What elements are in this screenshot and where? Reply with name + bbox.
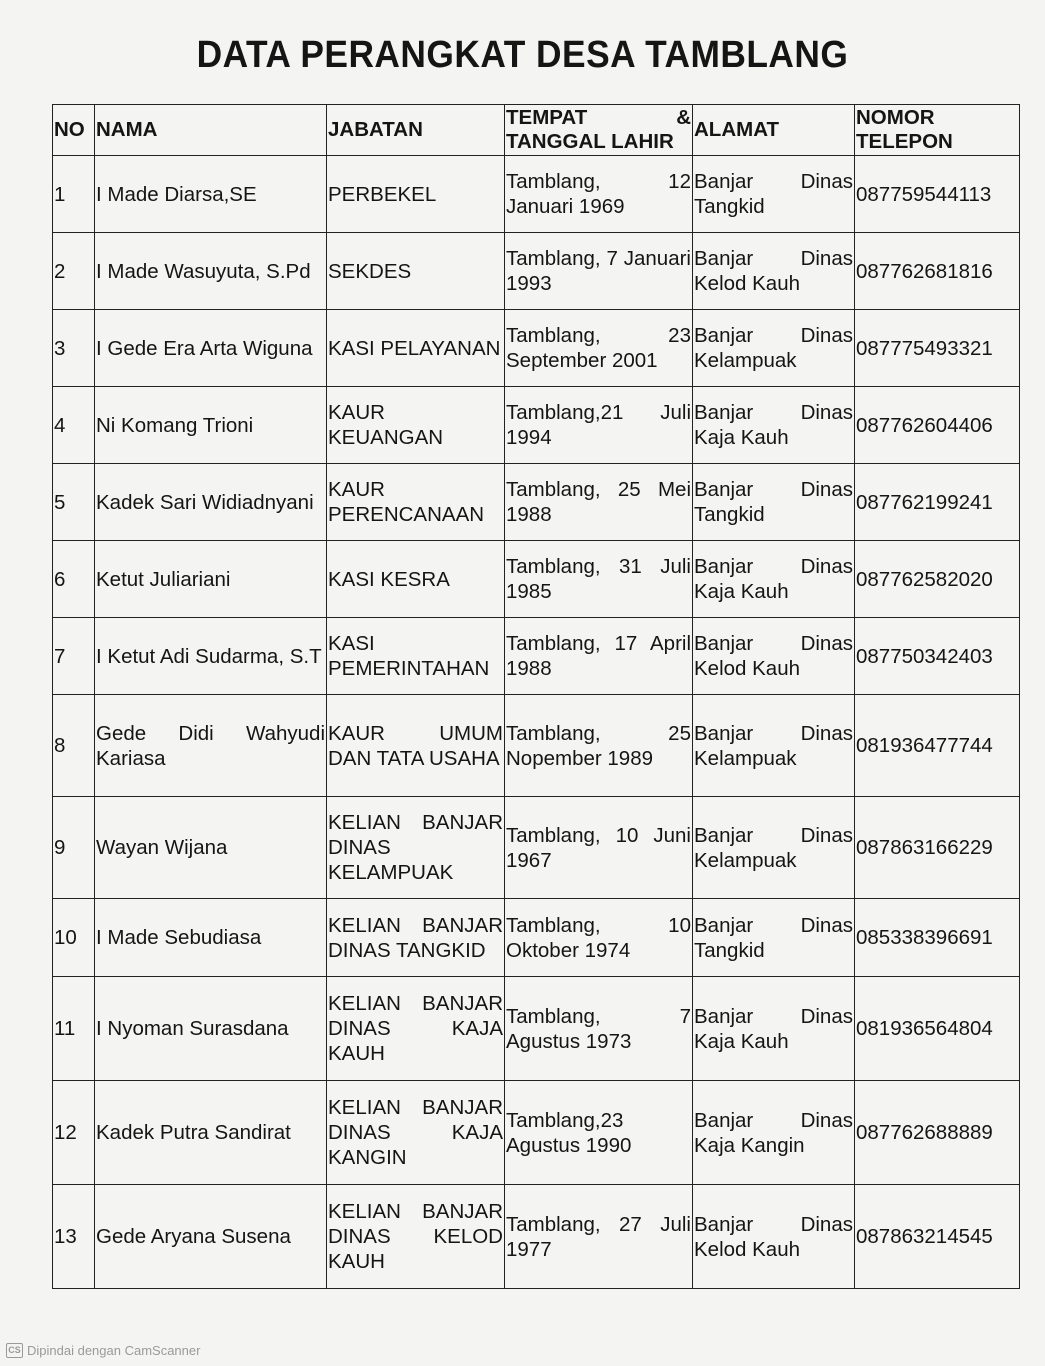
cell-telepon: 085338396691 [855, 899, 1020, 977]
cell-nama: I Nyoman Surasdana [95, 977, 327, 1081]
table-row [53, 156, 1020, 233]
cell-ttl: Tamblang, 7 Januari 1993 [505, 233, 693, 310]
cell-alamat: Banjar Dinas Kelod Kauh [693, 618, 855, 695]
table-row [53, 233, 1020, 310]
cell-alamat: Banjar Dinas Kaja Kauh [693, 387, 855, 464]
cell-no: 8 [53, 695, 95, 797]
cell-alamat: Banjar Dinas Kaja Kangin [693, 1081, 855, 1185]
cell-no: 2 [53, 233, 95, 310]
cell-ttl: Tamblang, 12 Januari 1969 [505, 156, 693, 233]
cell-nama: Gede Didi Wahyudi Kariasa [95, 695, 327, 797]
cell-alamat: Banjar Dinas Tangkid [693, 899, 855, 977]
cell-jabatan: KELIAN BANJAR DINAS TANGKID [327, 899, 505, 977]
cell-jabatan: KAUR KEUANGAN [327, 387, 505, 464]
cell-alamat: Banjar Dinas Kelampuak [693, 310, 855, 387]
cell-nama: I Made Diarsa,SE [95, 156, 327, 233]
header-no: NO [53, 105, 95, 156]
cell-telepon: 087762604406 [855, 387, 1020, 464]
table-row [53, 1185, 1020, 1289]
page-title: DATA PERANGKAT DESA TAMBLANG [196, 34, 849, 76]
table-row [53, 1081, 1020, 1185]
table-row [53, 387, 1020, 464]
header-nama: NAMA [95, 105, 327, 156]
table-body [53, 156, 1020, 1289]
cell-telepon: 087759544113 [855, 156, 1020, 233]
cell-jabatan: KELIAN BANJAR DINAS KELAMPUAK [327, 797, 505, 899]
cell-nama: I Made Wasuyuta, S.Pd [95, 233, 327, 310]
scanner-watermark [6, 1343, 200, 1358]
table-row [53, 541, 1020, 618]
cell-ttl: Tamblang, 27 Juli 1977 [505, 1185, 693, 1289]
cell-nama: Kadek Putra Sandirat [95, 1081, 327, 1185]
cell-alamat: Banjar Dinas Kelampuak [693, 797, 855, 899]
table-row [53, 899, 1020, 977]
cell-no: 13 [53, 1185, 95, 1289]
cell-nama: Kadek Sari Widiadnyani [95, 464, 327, 541]
cell-nama: I Gede Era Arta Wiguna [95, 310, 327, 387]
cell-no: 5 [53, 464, 95, 541]
table-header-row [53, 105, 1020, 156]
cell-ttl: Tamblang, 10 Oktober 1974 [505, 899, 693, 977]
cell-nama: Wayan Wijana [95, 797, 327, 899]
cell-jabatan: KELIAN BANJAR DINAS KAJA KANGIN [327, 1081, 505, 1185]
cell-telepon: 081936477744 [855, 695, 1020, 797]
cell-jabatan: KAUR UMUM DAN TATA USAHA [327, 695, 505, 797]
cell-jabatan: SEKDES [327, 233, 505, 310]
cell-ttl: Tamblang,21 Juli 1994 [505, 387, 693, 464]
header-ttl-line1: TEMPAT & [506, 106, 691, 129]
cell-ttl: Tamblang,23 Agustus 1990 [505, 1081, 693, 1185]
cell-no: 4 [53, 387, 95, 464]
cell-no: 10 [53, 899, 95, 977]
cell-telepon: 087762582020 [855, 541, 1020, 618]
header-alamat: ALAMAT [693, 105, 855, 156]
cell-jabatan: KAUR PERENCANAAN [327, 464, 505, 541]
cell-telepon: 081936564804 [855, 977, 1020, 1081]
cell-no: 1 [53, 156, 95, 233]
cell-alamat: Banjar Dinas Kelampuak [693, 695, 855, 797]
cell-ttl: Tamblang, 25 Nopember 1989 [505, 695, 693, 797]
table-row [53, 695, 1020, 797]
cell-ttl: Tamblang, 31 Juli 1985 [505, 541, 693, 618]
table-row [53, 310, 1020, 387]
cell-ttl: Tamblang, 17 April 1988 [505, 618, 693, 695]
cell-no: 11 [53, 977, 95, 1081]
cell-telepon: 087762681816 [855, 233, 1020, 310]
cell-ttl: Tamblang, 10 Juni 1967 [505, 797, 693, 899]
header-telepon-line2: TELEPON [856, 130, 953, 153]
table-row [53, 797, 1020, 899]
cell-alamat: Banjar Dinas Tangkid [693, 156, 855, 233]
cell-telepon: 087762199241 [855, 464, 1020, 541]
header-ttl [505, 105, 693, 156]
cell-no: 6 [53, 541, 95, 618]
cell-jabatan: PERBEKEL [327, 156, 505, 233]
cell-no: 7 [53, 618, 95, 695]
header-jabatan: JABATAN [327, 105, 505, 156]
cell-ttl: Tamblang, 25 Mei 1988 [505, 464, 693, 541]
table-row [53, 977, 1020, 1081]
cell-alamat: Banjar Dinas Tangkid [693, 464, 855, 541]
cell-jabatan: KELIAN BANJAR DINAS KELOD KAUH [327, 1185, 505, 1289]
table-row [53, 464, 1020, 541]
cell-nama: Ni Komang Trioni [95, 387, 327, 464]
cell-alamat: Banjar Dinas Kelod Kauh [693, 233, 855, 310]
cell-ttl: Tamblang, 7 Agustus 1973 [505, 977, 693, 1081]
cell-ttl: Tamblang, 23 September 2001 [505, 310, 693, 387]
table-row [53, 618, 1020, 695]
cell-telepon: 087775493321 [855, 310, 1020, 387]
watermark-text: Dipindai dengan CamScanner [27, 1343, 201, 1358]
cell-jabatan: KELIAN BANJAR DINAS KAJA KAUH [327, 977, 505, 1081]
cell-alamat: Banjar Dinas Kaja Kauh [693, 541, 855, 618]
cell-alamat: Banjar Dinas Kaja Kauh [693, 977, 855, 1081]
cell-nama: I Made Sebudiasa [95, 899, 327, 977]
cell-nama: Gede Aryana Susena [95, 1185, 327, 1289]
header-ttl-line2: TANGGAL LAHIR [506, 130, 674, 153]
cell-no: 9 [53, 797, 95, 899]
cell-telepon: 087863214545 [855, 1185, 1020, 1289]
cell-telepon: 087750342403 [855, 618, 1020, 695]
cell-telepon: 087762688889 [855, 1081, 1020, 1185]
cell-alamat: Banjar Dinas Kelod Kauh [693, 1185, 855, 1289]
cell-telepon: 087863166229 [855, 797, 1020, 899]
cell-jabatan: KASI PELAYANAN [327, 310, 505, 387]
cell-no: 12 [53, 1081, 95, 1185]
header-telepon-line1: NOMOR [856, 106, 935, 129]
header-telepon [855, 105, 1020, 156]
cell-nama: I Ketut Adi Sudarma, S.T [95, 618, 327, 695]
cell-no: 3 [53, 310, 95, 387]
camscanner-icon: CS [6, 1343, 23, 1358]
perangkat-table [52, 104, 1020, 1289]
cell-jabatan: KASI PEMERINTAHAN [327, 618, 505, 695]
cell-jabatan: KASI KESRA [327, 541, 505, 618]
cell-nama: Ketut Juliariani [95, 541, 327, 618]
